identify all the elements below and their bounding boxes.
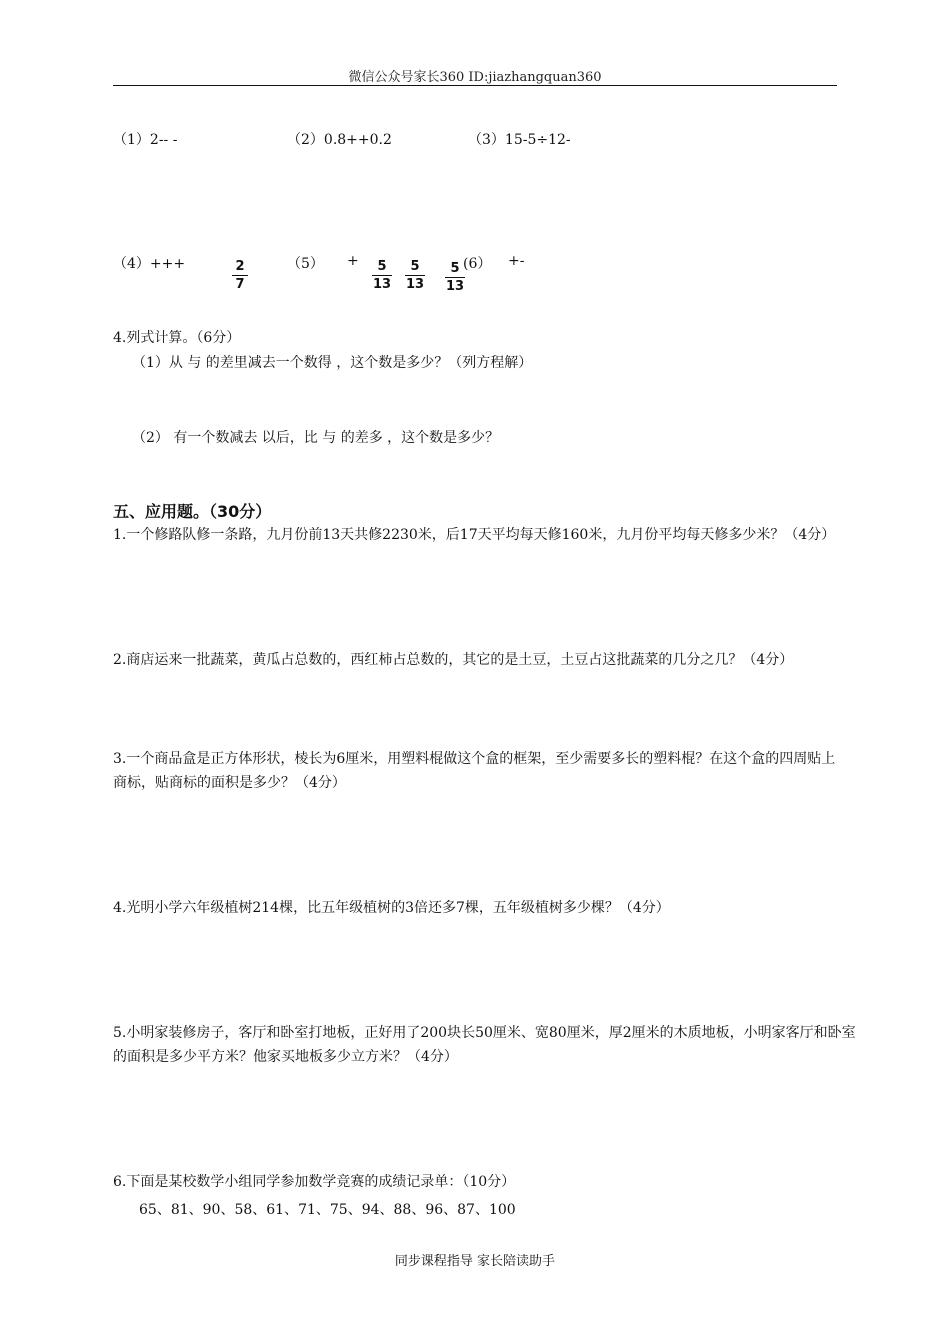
calc-item-5: （5） bbox=[287, 256, 324, 272]
calc-operator: +- bbox=[508, 253, 525, 269]
fraction-denominator: 7 bbox=[235, 277, 245, 292]
page-header: 微信公众号家长360 ID:jiazhangquan360 bbox=[348, 70, 602, 85]
fraction-denominator: 13 bbox=[445, 279, 465, 294]
fraction-numerator: 5 bbox=[372, 258, 392, 276]
section-4-title: 4.列式计算。（6分） bbox=[113, 330, 241, 346]
fraction-numerator: 2 bbox=[232, 258, 248, 276]
calc-item-2: （2）0.8++0.2 bbox=[287, 132, 392, 148]
word-problem-6: 6.下面是某校数学小组同学参加数学竞赛的成绩记录单：（10分） bbox=[113, 1174, 516, 1190]
header-divider bbox=[113, 85, 837, 86]
section-4-question-2: （2） 有一个数减去 以后，比 与 的差多 ，这个数是多少？ bbox=[132, 430, 500, 446]
calc-item-1: （1）2-- - bbox=[113, 132, 178, 148]
calc-item-3: （3）15-5÷12- bbox=[468, 132, 571, 148]
word-problem-4: 4.光明小学六年级植树214棵，比五年级植树的3倍还多7棵，五年级植树多少棵？（4分） bbox=[113, 900, 670, 916]
word-problem-5: 5.小明家装修房子，客厅和卧室打地板，正好用了200块长50厘米、宽80厘米，厚2厘米的木质地板，小明家客厅和卧室的面积是多少平方米？他家买地板多少立方米？（4分） bbox=[113, 1025, 856, 1065]
calc-operator: + bbox=[347, 253, 359, 269]
section-5-title: 五、应用题。（30分） bbox=[113, 502, 272, 521]
word-problem-1: 1.一个修路队修一条路，九月份前13天共修2230米，后17天平均每天修160米，九月份平均每天修多少米？（4分） bbox=[113, 527, 836, 543]
fraction-numerator: 5 bbox=[405, 258, 425, 276]
calc-item-4: （4）+++ bbox=[113, 256, 186, 272]
fraction-denominator: 13 bbox=[372, 277, 392, 292]
fraction bbox=[372, 258, 392, 293]
fraction bbox=[405, 258, 425, 293]
calc-item-6: (6） bbox=[463, 256, 492, 272]
fraction bbox=[232, 258, 248, 293]
fraction bbox=[445, 260, 465, 295]
score-list: 65、81、90、58、61、71、75、94、88、96、87、100 bbox=[139, 1202, 516, 1218]
word-problem-2: 2.商店运来一批蔬菜，黄瓜占总数的，西红柿占总数的，其它的是土豆，土豆占这批蔬菜的几分之几？（4分） bbox=[113, 652, 794, 668]
fraction-denominator: 13 bbox=[405, 277, 425, 292]
section-4-question-1: （1）从 与 的差里减去一个数得 ，这个数是多少？（列方程解） bbox=[132, 355, 533, 371]
word-problem-3: 3.一个商品盒是正方体形状，棱长为6厘米，用塑料棍做这个盒的框架，至少需要多长的塑料棍？在这个盒的四周贴上商标，贴商标的面积是多少？（4分） bbox=[113, 751, 836, 791]
fraction-numerator: 5 bbox=[445, 260, 465, 278]
page-footer: 同步课程指导 家长陪读助手 bbox=[394, 1254, 556, 1269]
